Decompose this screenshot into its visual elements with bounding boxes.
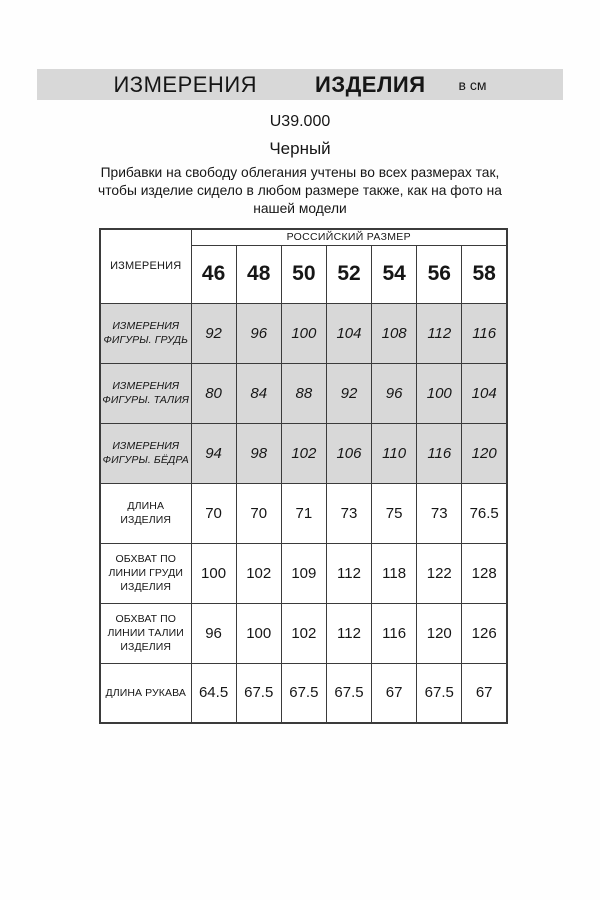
value-cell: 109 xyxy=(281,543,326,603)
table-row xyxy=(100,423,507,483)
size-col-header: 54 xyxy=(372,245,417,303)
fit-note: Прибавки на свободу облегания учтены во всех размерах так, чтобы изделие сидело в любом размере также, как на фото на нашей модели xyxy=(98,165,502,216)
value-cell: 102 xyxy=(236,543,281,603)
row-label: ОБХВАТ ПО ЛИНИИ ТАЛИИ ИЗДЕЛИЯ xyxy=(100,603,191,663)
value-cell: 70 xyxy=(236,483,281,543)
value-cell: 96 xyxy=(372,363,417,423)
size-table-head xyxy=(100,229,507,303)
size-table xyxy=(99,228,508,724)
value-cell: 104 xyxy=(326,303,371,363)
value-cell: 116 xyxy=(462,303,507,363)
value-cell: 116 xyxy=(417,423,462,483)
table-row xyxy=(100,363,507,423)
value-cell: 102 xyxy=(281,423,326,483)
value-cell: 100 xyxy=(191,543,236,603)
row-label: ОБХВАТ ПО ЛИНИИ ГРУДИ ИЗДЕЛИЯ xyxy=(100,543,191,603)
value-cell: 96 xyxy=(236,303,281,363)
size-group-row xyxy=(100,229,507,245)
value-cell: 94 xyxy=(191,423,236,483)
measurements-column-header: ИЗМЕРЕНИЯ xyxy=(100,229,191,303)
value-cell: 76.5 xyxy=(462,483,507,543)
value-cell: 128 xyxy=(462,543,507,603)
table-row xyxy=(100,303,507,363)
page-title-band xyxy=(37,69,563,100)
row-label: ДЛИНА ИЗДЕЛИЯ xyxy=(100,483,191,543)
russian-size-header: РОССИЙСКИЙ РАЗМЕР xyxy=(191,229,507,245)
value-cell: 126 xyxy=(462,603,507,663)
size-col-header: 58 xyxy=(462,245,507,303)
row-label: ИЗМЕРЕНИЯ ФИГУРЫ. ТАЛИЯ xyxy=(100,363,191,423)
value-cell: 73 xyxy=(326,483,371,543)
value-cell: 67.5 xyxy=(326,663,371,723)
table-row xyxy=(100,483,507,543)
value-cell: 120 xyxy=(462,423,507,483)
value-cell: 98 xyxy=(236,423,281,483)
value-cell: 67.5 xyxy=(281,663,326,723)
size-col-header: 56 xyxy=(417,245,462,303)
value-cell: 118 xyxy=(372,543,417,603)
size-col-header: 52 xyxy=(326,245,371,303)
value-cell: 80 xyxy=(191,363,236,423)
value-cell: 67 xyxy=(462,663,507,723)
value-cell: 71 xyxy=(281,483,326,543)
value-cell: 122 xyxy=(417,543,462,603)
value-cell: 84 xyxy=(236,363,281,423)
value-cell: 67 xyxy=(372,663,417,723)
row-label: ИЗМЕРЕНИЯ ФИГУРЫ. ГРУДЬ xyxy=(100,303,191,363)
size-table-body xyxy=(100,303,507,723)
value-cell: 106 xyxy=(326,423,371,483)
table-row xyxy=(100,603,507,663)
value-cell: 104 xyxy=(462,363,507,423)
size-col-header: 50 xyxy=(281,245,326,303)
value-cell: 112 xyxy=(326,603,371,663)
value-cell: 75 xyxy=(372,483,417,543)
product-code: U39.000 xyxy=(269,113,331,130)
table-row xyxy=(100,543,507,603)
product-color: Черный xyxy=(269,139,331,158)
value-cell: 102 xyxy=(281,603,326,663)
value-cell: 112 xyxy=(417,303,462,363)
value-cell: 120 xyxy=(417,603,462,663)
value-cell: 70 xyxy=(191,483,236,543)
value-cell: 92 xyxy=(191,303,236,363)
row-label: ДЛИНА РУКАВА xyxy=(100,663,191,723)
value-cell: 92 xyxy=(326,363,371,423)
title-word-product: ИЗДЕЛИЯ xyxy=(315,71,426,97)
value-cell: 108 xyxy=(372,303,417,363)
value-cell: 116 xyxy=(372,603,417,663)
value-cell: 96 xyxy=(191,603,236,663)
value-cell: 100 xyxy=(417,363,462,423)
size-col-header: 48 xyxy=(236,245,281,303)
value-cell: 64.5 xyxy=(191,663,236,723)
value-cell: 88 xyxy=(281,363,326,423)
title-word-measurements: ИЗМЕРЕНИЯ xyxy=(113,71,258,97)
title-unit-cm: в см xyxy=(458,76,487,93)
value-cell: 112 xyxy=(326,543,371,603)
table-row xyxy=(100,663,507,723)
value-cell: 110 xyxy=(372,423,417,483)
value-cell: 100 xyxy=(281,303,326,363)
size-col-header: 46 xyxy=(191,245,236,303)
value-cell: 73 xyxy=(417,483,462,543)
value-cell: 67.5 xyxy=(417,663,462,723)
row-label: ИЗМЕРЕНИЯ ФИГУРЫ. БЁДРА xyxy=(100,423,191,483)
value-cell: 67.5 xyxy=(236,663,281,723)
value-cell: 100 xyxy=(236,603,281,663)
